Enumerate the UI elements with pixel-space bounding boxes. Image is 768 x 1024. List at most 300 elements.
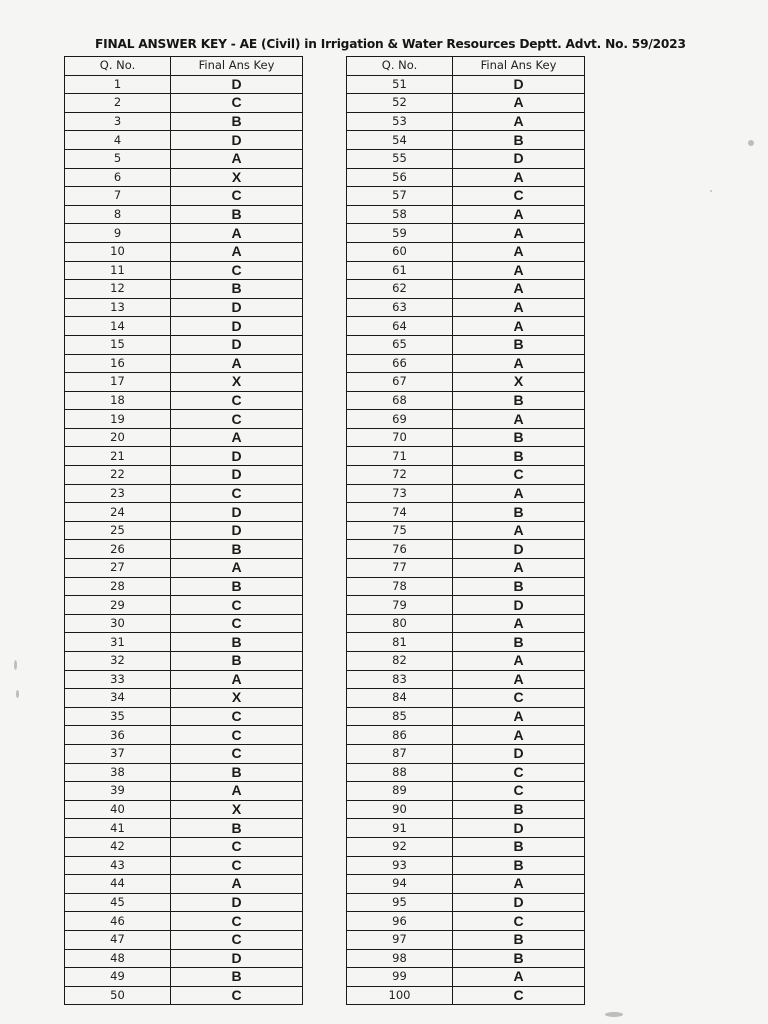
answer-key-cell: D — [453, 149, 585, 168]
scan-speck — [748, 140, 754, 146]
table-row — [65, 131, 303, 150]
table-row — [65, 744, 303, 763]
question-number-cell: 7 — [65, 187, 171, 206]
table-row — [65, 912, 303, 931]
answer-key-cell: B — [171, 205, 303, 224]
answer-key-cell: C — [171, 410, 303, 429]
answer-key-cell: D — [171, 893, 303, 912]
answer-key-cell: A — [453, 224, 585, 243]
table-row — [347, 373, 585, 392]
answer-key-cell: D — [171, 447, 303, 466]
question-number-cell: 93 — [347, 856, 453, 875]
question-number-cell: 74 — [347, 503, 453, 522]
table-row — [65, 596, 303, 615]
answer-key-cell: B — [171, 633, 303, 652]
table-row — [347, 335, 585, 354]
question-number-cell: 50 — [65, 986, 171, 1005]
question-number-cell: 6 — [65, 168, 171, 187]
table-row — [65, 354, 303, 373]
question-number-cell: 5 — [65, 149, 171, 168]
answer-key-cell: X — [453, 373, 585, 392]
question-number-cell: 2 — [65, 94, 171, 113]
table-row — [347, 689, 585, 708]
question-number-cell: 77 — [347, 559, 453, 578]
table-row — [65, 670, 303, 689]
document-title: FINAL ANSWER KEY - AE (Civil) in Irrigation & Water Resources Deptt. Advt. No. 59/2023 — [95, 37, 686, 51]
question-number-cell: 85 — [347, 707, 453, 726]
answer-key-cell: C — [171, 930, 303, 949]
table-row — [347, 782, 585, 801]
question-number-cell: 60 — [347, 242, 453, 261]
table-row — [347, 559, 585, 578]
question-number-cell: 89 — [347, 782, 453, 801]
table-row — [347, 670, 585, 689]
answer-key-cell: B — [453, 503, 585, 522]
answer-key-cell: C — [171, 261, 303, 280]
question-number-cell: 49 — [65, 968, 171, 987]
answer-key-cell: A — [453, 242, 585, 261]
answer-key-cell: A — [453, 521, 585, 540]
answer-key-cell: C — [453, 187, 585, 206]
table-row — [347, 577, 585, 596]
question-number-cell: 83 — [347, 670, 453, 689]
q-no-header: Q. No. — [65, 57, 171, 76]
question-number-cell: 51 — [347, 75, 453, 94]
question-number-cell: 13 — [65, 298, 171, 317]
table-row — [347, 224, 585, 243]
table-row — [65, 577, 303, 596]
final-ans-key-header: Final Ans Key — [171, 57, 303, 76]
answer-key-cell: B — [171, 968, 303, 987]
answer-key-cell: A — [171, 354, 303, 373]
question-number-cell: 98 — [347, 949, 453, 968]
question-number-cell: 44 — [65, 875, 171, 894]
question-number-cell: 8 — [65, 205, 171, 224]
question-number-cell: 58 — [347, 205, 453, 224]
table-row — [65, 317, 303, 336]
table-row — [347, 242, 585, 261]
answer-key-cell: A — [171, 242, 303, 261]
question-number-cell: 32 — [65, 652, 171, 671]
question-number-cell: 48 — [65, 949, 171, 968]
question-number-cell: 61 — [347, 261, 453, 280]
question-number-cell: 87 — [347, 744, 453, 763]
question-number-cell: 45 — [65, 893, 171, 912]
answer-key-cell: A — [453, 317, 585, 336]
question-number-cell: 52 — [347, 94, 453, 113]
answer-key-cell: A — [453, 410, 585, 429]
table-row — [65, 800, 303, 819]
answer-key-cell: A — [453, 261, 585, 280]
question-number-cell: 75 — [347, 521, 453, 540]
table-row — [65, 633, 303, 652]
answer-key-cell: D — [453, 540, 585, 559]
answer-key-cell: C — [171, 707, 303, 726]
answer-key-cell: C — [453, 466, 585, 485]
answer-key-cell: A — [171, 224, 303, 243]
table-row — [65, 875, 303, 894]
answer-key-cell: X — [171, 373, 303, 392]
table-row — [347, 819, 585, 838]
answer-key-cell: B — [171, 280, 303, 299]
question-number-cell: 95 — [347, 893, 453, 912]
question-number-cell: 96 — [347, 912, 453, 931]
answer-key-cell: C — [171, 912, 303, 931]
table-row — [347, 837, 585, 856]
table-row — [65, 224, 303, 243]
table-row — [347, 912, 585, 931]
table-row — [65, 503, 303, 522]
table-row — [65, 187, 303, 206]
table-row — [65, 280, 303, 299]
question-number-cell: 19 — [65, 410, 171, 429]
table-row — [347, 949, 585, 968]
answer-key-cell: D — [171, 75, 303, 94]
answer-key-cell: B — [453, 447, 585, 466]
table-row — [347, 168, 585, 187]
answer-key-cell: B — [453, 800, 585, 819]
answer-key-cell: B — [453, 930, 585, 949]
answer-key-cell: D — [171, 335, 303, 354]
answer-key-cell: D — [453, 75, 585, 94]
answer-key-cell: A — [453, 354, 585, 373]
table-row — [65, 949, 303, 968]
answer-key-cell: B — [453, 335, 585, 354]
table-row — [65, 819, 303, 838]
question-number-cell: 71 — [347, 447, 453, 466]
question-number-cell: 80 — [347, 614, 453, 633]
question-number-cell: 82 — [347, 652, 453, 671]
answer-key-cell: B — [171, 540, 303, 559]
answer-key-cell: C — [171, 94, 303, 113]
table-row — [65, 335, 303, 354]
table-row — [65, 652, 303, 671]
question-number-cell: 10 — [65, 242, 171, 261]
answer-key-cell: D — [453, 819, 585, 838]
table-row — [65, 930, 303, 949]
answer-key-cell: A — [453, 205, 585, 224]
question-number-cell: 53 — [347, 112, 453, 131]
scan-speck — [14, 660, 17, 670]
answer-key-cell: D — [171, 466, 303, 485]
table-row — [347, 726, 585, 745]
table-row — [347, 131, 585, 150]
table-row — [347, 800, 585, 819]
table-row — [65, 410, 303, 429]
table-row — [65, 893, 303, 912]
table-row — [347, 986, 585, 1005]
table-row — [65, 261, 303, 280]
question-number-cell: 69 — [347, 410, 453, 429]
answer-key-cell: D — [453, 596, 585, 615]
question-number-cell: 43 — [65, 856, 171, 875]
answer-key-cell: C — [453, 986, 585, 1005]
answer-key-cell: C — [171, 986, 303, 1005]
table-row — [65, 837, 303, 856]
answer-key-cell: B — [171, 577, 303, 596]
question-number-cell: 26 — [65, 540, 171, 559]
answer-key-cell: A — [453, 280, 585, 299]
table-row — [65, 428, 303, 447]
question-number-cell: 59 — [347, 224, 453, 243]
table-row — [347, 596, 585, 615]
question-number-cell: 88 — [347, 763, 453, 782]
question-number-cell: 63 — [347, 298, 453, 317]
answer-key-cell: B — [453, 391, 585, 410]
answer-key-cell: C — [171, 596, 303, 615]
answer-key-cell: C — [171, 614, 303, 633]
table-row — [347, 261, 585, 280]
table-row — [65, 298, 303, 317]
table-row — [347, 354, 585, 373]
table-row — [65, 373, 303, 392]
table-row — [65, 689, 303, 708]
answer-key-cell: A — [453, 94, 585, 113]
answer-key-cell: X — [171, 800, 303, 819]
question-number-cell: 42 — [65, 837, 171, 856]
question-number-cell: 21 — [65, 447, 171, 466]
answer-key-cell: B — [453, 949, 585, 968]
answer-key-cell: A — [453, 168, 585, 187]
answer-key-cell: A — [453, 298, 585, 317]
question-number-cell: 46 — [65, 912, 171, 931]
table-row — [65, 242, 303, 261]
question-number-cell: 33 — [65, 670, 171, 689]
table-row — [347, 391, 585, 410]
table-row — [347, 633, 585, 652]
table-row — [347, 744, 585, 763]
table-header-row — [65, 57, 303, 76]
question-number-cell: 92 — [347, 837, 453, 856]
answer-key-cell: D — [171, 131, 303, 150]
scan-speck — [710, 190, 712, 192]
answer-key-cell: A — [171, 428, 303, 447]
question-number-cell: 73 — [347, 484, 453, 503]
answer-key-cell: X — [171, 168, 303, 187]
table-row — [65, 149, 303, 168]
answer-key-cell: C — [453, 689, 585, 708]
answer-key-cell: D — [171, 521, 303, 540]
question-number-cell: 97 — [347, 930, 453, 949]
question-number-cell: 56 — [347, 168, 453, 187]
table-row — [347, 893, 585, 912]
question-number-cell: 81 — [347, 633, 453, 652]
table-row — [347, 410, 585, 429]
table-row — [65, 391, 303, 410]
question-number-cell: 38 — [65, 763, 171, 782]
question-number-cell: 91 — [347, 819, 453, 838]
table-header-row — [347, 57, 585, 76]
table-row — [347, 652, 585, 671]
answer-key-cell: A — [453, 707, 585, 726]
answer-key-cell: X — [171, 689, 303, 708]
answer-key-cell: B — [171, 819, 303, 838]
question-number-cell: 14 — [65, 317, 171, 336]
answer-key-cell: A — [453, 112, 585, 131]
answer-key-cell: B — [453, 131, 585, 150]
question-number-cell: 62 — [347, 280, 453, 299]
table-row — [65, 856, 303, 875]
table-row — [347, 521, 585, 540]
table-row — [65, 559, 303, 578]
table-row — [347, 280, 585, 299]
answer-key-cell: C — [171, 187, 303, 206]
table-row — [347, 503, 585, 522]
question-number-cell: 47 — [65, 930, 171, 949]
question-number-cell: 16 — [65, 354, 171, 373]
table-row — [347, 614, 585, 633]
table-row — [65, 986, 303, 1005]
table-row — [347, 112, 585, 131]
answer-key-cell: A — [171, 782, 303, 801]
question-number-cell: 36 — [65, 726, 171, 745]
answer-key-cell: B — [453, 856, 585, 875]
answer-key-cell: B — [453, 837, 585, 856]
question-number-cell: 66 — [347, 354, 453, 373]
answer-key-cell: B — [453, 428, 585, 447]
answer-key-cell: C — [453, 782, 585, 801]
question-number-cell: 15 — [65, 335, 171, 354]
question-number-cell: 70 — [347, 428, 453, 447]
table-row — [347, 484, 585, 503]
table-row — [347, 875, 585, 894]
answer-key-cell: D — [453, 893, 585, 912]
question-number-cell: 64 — [347, 317, 453, 336]
table-row — [65, 707, 303, 726]
answer-key-table-right — [346, 56, 585, 1005]
q-no-header: Q. No. — [347, 57, 453, 76]
question-number-cell: 24 — [65, 503, 171, 522]
question-number-cell: 72 — [347, 466, 453, 485]
table-row — [347, 540, 585, 559]
answer-key-cell: D — [171, 503, 303, 522]
table-row — [65, 763, 303, 782]
question-number-cell: 17 — [65, 373, 171, 392]
table-row — [65, 968, 303, 987]
question-number-cell: 54 — [347, 131, 453, 150]
question-number-cell: 35 — [65, 707, 171, 726]
table-row — [347, 317, 585, 336]
question-number-cell: 68 — [347, 391, 453, 410]
table-row — [347, 187, 585, 206]
question-number-cell: 22 — [65, 466, 171, 485]
question-number-cell: 41 — [65, 819, 171, 838]
question-number-cell: 1 — [65, 75, 171, 94]
answer-key-left-body — [65, 75, 303, 1005]
table-row — [347, 930, 585, 949]
question-number-cell: 9 — [65, 224, 171, 243]
answer-key-cell: C — [171, 484, 303, 503]
answer-key-cell: A — [453, 484, 585, 503]
question-number-cell: 90 — [347, 800, 453, 819]
answer-key-table-left — [64, 56, 303, 1005]
answer-key-cell: C — [171, 856, 303, 875]
answer-key-cell: A — [171, 559, 303, 578]
table-row — [347, 447, 585, 466]
table-row — [65, 726, 303, 745]
question-number-cell: 28 — [65, 577, 171, 596]
table-row — [347, 707, 585, 726]
question-number-cell: 30 — [65, 614, 171, 633]
question-number-cell: 94 — [347, 875, 453, 894]
question-number-cell: 27 — [65, 559, 171, 578]
question-number-cell: 57 — [347, 187, 453, 206]
table-row — [65, 614, 303, 633]
question-number-cell: 76 — [347, 540, 453, 559]
answer-key-cell: C — [171, 726, 303, 745]
answer-key-cell: D — [453, 744, 585, 763]
answer-key-cell: D — [171, 949, 303, 968]
question-number-cell: 79 — [347, 596, 453, 615]
answer-key-cell: A — [453, 968, 585, 987]
answer-key-cell: A — [453, 652, 585, 671]
table-row — [347, 763, 585, 782]
answer-key-cell: B — [453, 577, 585, 596]
question-number-cell: 12 — [65, 280, 171, 299]
table-row — [347, 428, 585, 447]
table-row — [347, 856, 585, 875]
question-number-cell: 23 — [65, 484, 171, 503]
table-row — [65, 168, 303, 187]
question-number-cell: 100 — [347, 986, 453, 1005]
question-number-cell: 37 — [65, 744, 171, 763]
scan-speck — [605, 1012, 623, 1017]
answer-key-cell: C — [171, 744, 303, 763]
table-row — [65, 484, 303, 503]
answer-key-cell: C — [453, 912, 585, 931]
answer-key-cell: A — [453, 670, 585, 689]
question-number-cell: 40 — [65, 800, 171, 819]
question-number-cell: 84 — [347, 689, 453, 708]
answer-key-cell: A — [453, 559, 585, 578]
table-row — [347, 298, 585, 317]
table-row — [347, 205, 585, 224]
table-row — [347, 466, 585, 485]
table-row — [347, 149, 585, 168]
table-row — [65, 540, 303, 559]
table-row — [65, 782, 303, 801]
table-row — [65, 112, 303, 131]
question-number-cell: 11 — [65, 261, 171, 280]
question-number-cell: 20 — [65, 428, 171, 447]
answer-key-cell: A — [171, 670, 303, 689]
question-number-cell: 18 — [65, 391, 171, 410]
answer-key-cell: C — [171, 837, 303, 856]
table-row — [65, 521, 303, 540]
question-number-cell: 3 — [65, 112, 171, 131]
answer-key-cell: D — [171, 298, 303, 317]
answer-key-right-body — [347, 75, 585, 1005]
answer-key-cell: B — [171, 763, 303, 782]
question-number-cell: 86 — [347, 726, 453, 745]
table-row — [347, 75, 585, 94]
question-number-cell: 99 — [347, 968, 453, 987]
final-ans-key-header: Final Ans Key — [453, 57, 585, 76]
question-number-cell: 67 — [347, 373, 453, 392]
table-row — [65, 205, 303, 224]
answer-key-cell: C — [171, 391, 303, 410]
table-row — [347, 968, 585, 987]
table-row — [347, 94, 585, 113]
question-number-cell: 29 — [65, 596, 171, 615]
answer-key-cell: A — [171, 149, 303, 168]
table-row — [65, 94, 303, 113]
question-number-cell: 65 — [347, 335, 453, 354]
answer-key-cell: A — [453, 875, 585, 894]
question-number-cell: 78 — [347, 577, 453, 596]
answer-key-cell: D — [171, 317, 303, 336]
answer-key-cell: B — [453, 633, 585, 652]
